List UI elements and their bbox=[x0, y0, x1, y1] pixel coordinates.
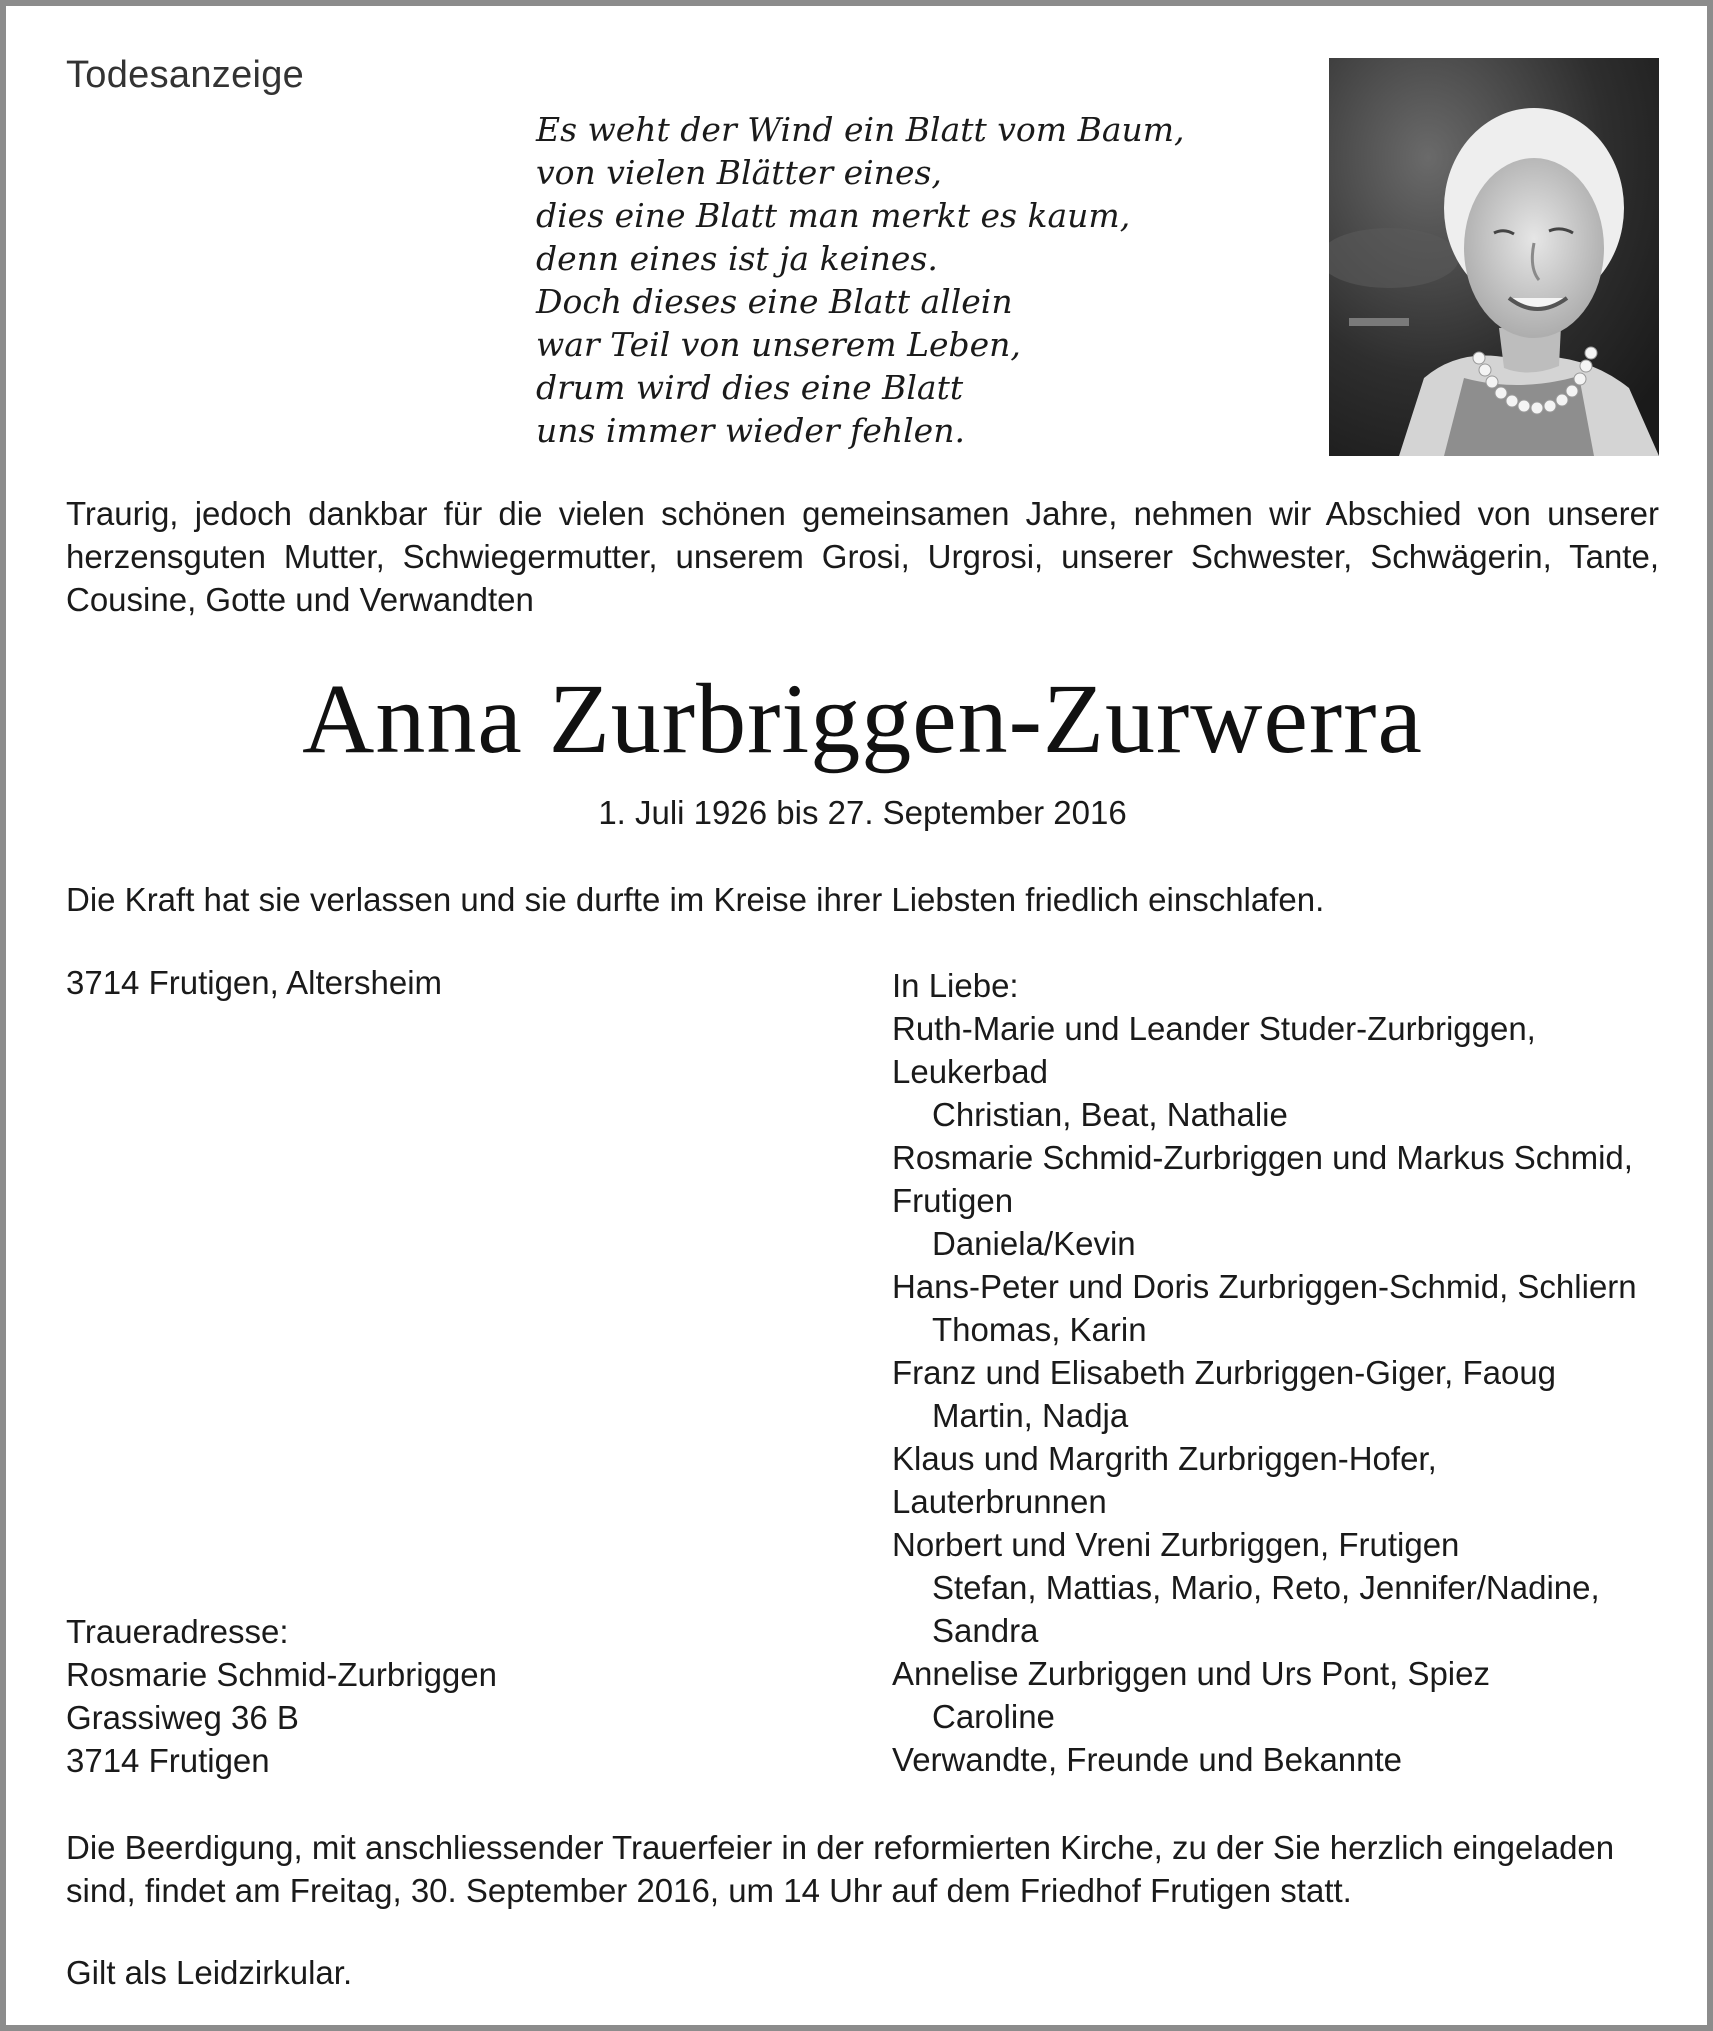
mourner-line: Rosmarie Schmid-Zurbriggen und Markus Schmid, bbox=[892, 1139, 1633, 1176]
address-line: 3714 Frutigen bbox=[66, 1742, 270, 1779]
mourner-line: Sandra bbox=[932, 1612, 1039, 1649]
mourning-address bbox=[66, 1610, 497, 1782]
mourner-line: Verwandte, Freunde und Bekannte bbox=[892, 1741, 1403, 1778]
poem-line: Es weht der Wind ein Blatt vom Baum, bbox=[536, 110, 1185, 149]
mourner-line: Daniela/Kevin bbox=[932, 1225, 1136, 1262]
mourners-heading: In Liebe: bbox=[892, 967, 1019, 1004]
mourner-line: Caroline bbox=[932, 1698, 1055, 1735]
poem-line: von vielen Blätter eines, bbox=[536, 153, 942, 192]
address-line: Grassiweg 36 B bbox=[66, 1699, 299, 1736]
poem-line: drum wird dies eine Blatt bbox=[536, 368, 964, 407]
mourner-line: Martin, Nadja bbox=[932, 1397, 1129, 1434]
mourner-line: Hans-Peter und Doris Zurbriggen-Schmid, Schliern bbox=[892, 1268, 1637, 1305]
mourner-line: Christian, Beat, Nathalie bbox=[932, 1096, 1288, 1133]
poem-line: Doch dieses eine Blatt allein bbox=[536, 282, 1013, 321]
address-line: Rosmarie Schmid-Zurbriggen bbox=[66, 1656, 497, 1693]
notice-type-label: Todesanzeige bbox=[66, 54, 305, 96]
poem bbox=[536, 108, 1185, 452]
mourner-line: Frutigen bbox=[892, 1182, 1014, 1219]
poem-line: dies eine Blatt man merkt es kaum, bbox=[536, 196, 1131, 235]
mourner-line: Norbert und Vreni Zurbriggen, Frutigen bbox=[892, 1526, 1460, 1563]
address-heading: Traueradresse: bbox=[66, 1613, 289, 1650]
funeral-details: Die Beerdigung, mit anschliessender Trauerfeier in der reformierten Kirche, zu der Sie herzlich eingeladen sind, findet am Freitag, 30. September 2016, um 14 Uhr auf dem Friedhof Frutigen statt. bbox=[66, 1829, 1615, 1909]
intro-paragraph: Traurig, jedoch dankbar für die vielen schönen gemeinsamen Jahre, nehmen wir Abschied von unserer herzensguten Mutter, Schwiegermutter, unserem Grosi, Urgrosi, unserer Schwester, Schwägerin, Tante, Cousine, Gotte und Verwandten bbox=[66, 495, 1659, 618]
mourner-line: Stefan, Mattias, Mario, Reto, Jennifer/Nadine, bbox=[932, 1569, 1600, 1606]
poem-line: denn eines ist ja keines. bbox=[536, 239, 938, 278]
portrait-photo bbox=[1329, 58, 1659, 456]
mourner-line: Lauterbrunnen bbox=[892, 1483, 1107, 1520]
mourner-line: Ruth-Marie und Leander Studer-Zurbriggen, bbox=[892, 1010, 1536, 1047]
mourners-list bbox=[892, 964, 1637, 1781]
mourner-line: Annelise Zurbriggen und Urs Pont, Spiez bbox=[892, 1655, 1490, 1692]
closing-note: Gilt als Leidzirkular. bbox=[66, 1954, 353, 1991]
place-of-death: 3714 Frutigen, Altersheim bbox=[66, 964, 443, 1001]
poem-line: uns immer wieder fehlen. bbox=[536, 411, 965, 450]
deceased-name: Anna Zurbriggen-Zurwerra bbox=[302, 663, 1423, 774]
passing-statement: Die Kraft hat sie verlassen und sie durfte im Kreise ihrer Liebsten friedlich einschlafen. bbox=[66, 881, 1325, 918]
mourner-line: Leukerbad bbox=[892, 1053, 1048, 1090]
life-dates: 1. Juli 1926 bis 27. September 2016 bbox=[598, 794, 1127, 831]
mourner-line: Klaus und Margrith Zurbriggen-Hofer, bbox=[892, 1440, 1437, 1477]
poem-line: war Teil von unserem Leben, bbox=[536, 325, 1021, 364]
mourner-line: Thomas, Karin bbox=[932, 1311, 1147, 1348]
mourner-line: Franz und Elisabeth Zurbriggen-Giger, Faoug bbox=[892, 1354, 1557, 1391]
